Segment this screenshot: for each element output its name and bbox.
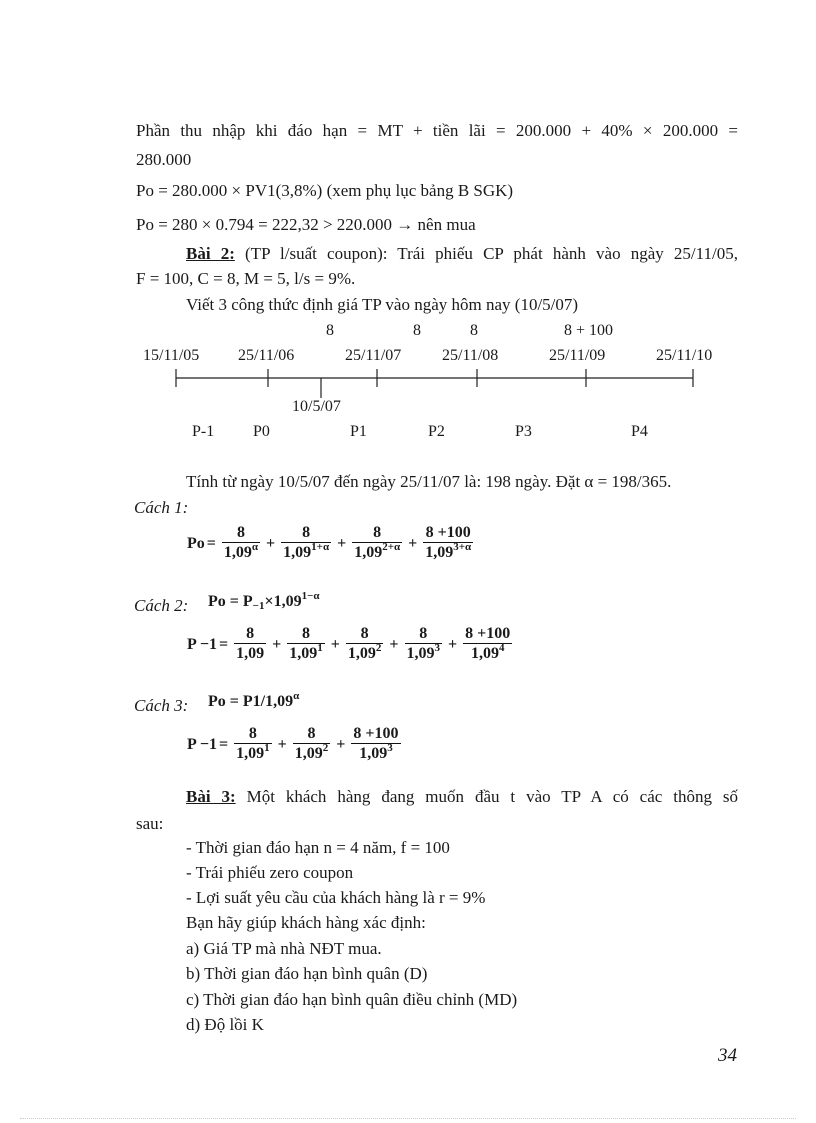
period-label: P2: [428, 423, 445, 440]
formula-cach1: Po = $\frac{8}{1,09^\alpha}$ + $\frac{8}{1,09^{1+\alpha}}$ + $\frac{8}{1,09^{2+\alpha}}$ + $\frac{8 +100}{1,09^{3+\alpha}}$: [187, 524, 472, 561]
list-item: c) Thời gian đáo hạn bình quân điều chỉnh (MD): [186, 990, 518, 1009]
footer-divider: [20, 1118, 796, 1119]
date-label: 25/11/10: [656, 347, 713, 364]
date-label: 25/11/06: [238, 347, 295, 364]
cach1-label: Cách 1:: [134, 498, 189, 517]
list-item: a) Giá TP mà nhà NĐT mua.: [186, 939, 382, 958]
list-item: - Lợi suất yêu cầu của khách hàng là r = 9%: [186, 888, 486, 907]
page-number: 34: [718, 1045, 737, 1066]
cach2-label: Cách 2:: [134, 596, 189, 615]
cashflow-1: 8: [326, 322, 334, 339]
income-result: 280.000: [136, 150, 192, 169]
date-label: 15/11/05: [143, 347, 200, 364]
list-item: - Trái phiếu zero coupon: [186, 863, 354, 882]
cashflow-2: 8: [413, 322, 421, 339]
period-label: P1: [350, 423, 367, 440]
bai2-params: F = 100, C = 8, M = 5, l/s = 9%.: [136, 269, 356, 288]
today-label: 10/5/07: [292, 398, 341, 415]
po-result-line: Po = 280 × 0.794 = 222,32 > 220.000 → nên mua: [136, 215, 476, 234]
bai3-line2: sau:: [136, 814, 164, 833]
date-label: 25/11/08: [442, 347, 499, 364]
timeline-axis: [0, 0, 816, 420]
cashflow-3: 8: [470, 322, 478, 339]
period-label: P3: [515, 423, 532, 440]
formula-cach2-pm1: P −1 = $\frac{8}{1,09}$ + $\frac{8}{1,09^1}$ + $\frac{8}{1,09^2}$ + $\frac{8}{1,09^3}$ + $\frac{8 +100}{1,09^4}$: [187, 625, 511, 662]
bai2-line1: (TP l/suất coupon): Trái phiếu CP phát hành vào ngày 25/11/05,: [234, 244, 738, 263]
period-label: P4: [631, 423, 648, 440]
date-label: 25/11/09: [549, 347, 606, 364]
formula-cach2-po: $Po = P_{-1}\times 1,09^{1-\alpha}$: [208, 590, 320, 612]
list-item: b) Thời gian đáo hạn bình quân (D): [186, 964, 428, 983]
po-pv-line: Po = 280.000 × PV1(3,8%) (xem phụ lục bảng B SGK): [136, 181, 514, 200]
period-label: P-1: [192, 423, 215, 440]
bai2-task: Viết 3 công thức định giá TP vào ngày hôm nay (10/5/07): [186, 295, 579, 314]
bai3-intro: [186, 787, 738, 807]
list-item: Bạn hãy giúp khách hàng xác định:: [186, 913, 426, 932]
bai3-line1: Một khách hàng đang muốn đầu t vào TP A có các thông số: [235, 787, 738, 806]
period-label: P0: [253, 423, 270, 440]
cashflow-4: 8 + 100: [564, 322, 614, 339]
date-label: 25/11/07: [345, 347, 402, 364]
cach3-label: Cách 3:: [134, 696, 189, 715]
formula-cach3-pm1: P −1 = $\frac{8}{1,09^1}$ + $\frac{8}{1,09^2}$ + $\frac{8 +100}{1,09^3}$: [187, 725, 399, 762]
bai2-label: Bài 2:: [186, 244, 235, 263]
bai3-label: Bài 3:: [186, 787, 236, 806]
income-line-text: Phần thu nhập khi đáo hạn = MT + tiền lãi = 200.000 + 40% × 200.000 =: [136, 121, 738, 140]
days-text: Tính từ ngày 10/5/07 đến ngày 25/11/07 là: 198 ngày. Đặt α = 198/365.: [186, 472, 672, 491]
formula-cach3-po: $Po = P1/1,09^\alpha$: [208, 690, 300, 710]
list-item: - Thời gian đáo hạn n = 4 năm, f = 100: [186, 838, 450, 857]
list-item: d) Độ lồi K: [186, 1015, 264, 1034]
